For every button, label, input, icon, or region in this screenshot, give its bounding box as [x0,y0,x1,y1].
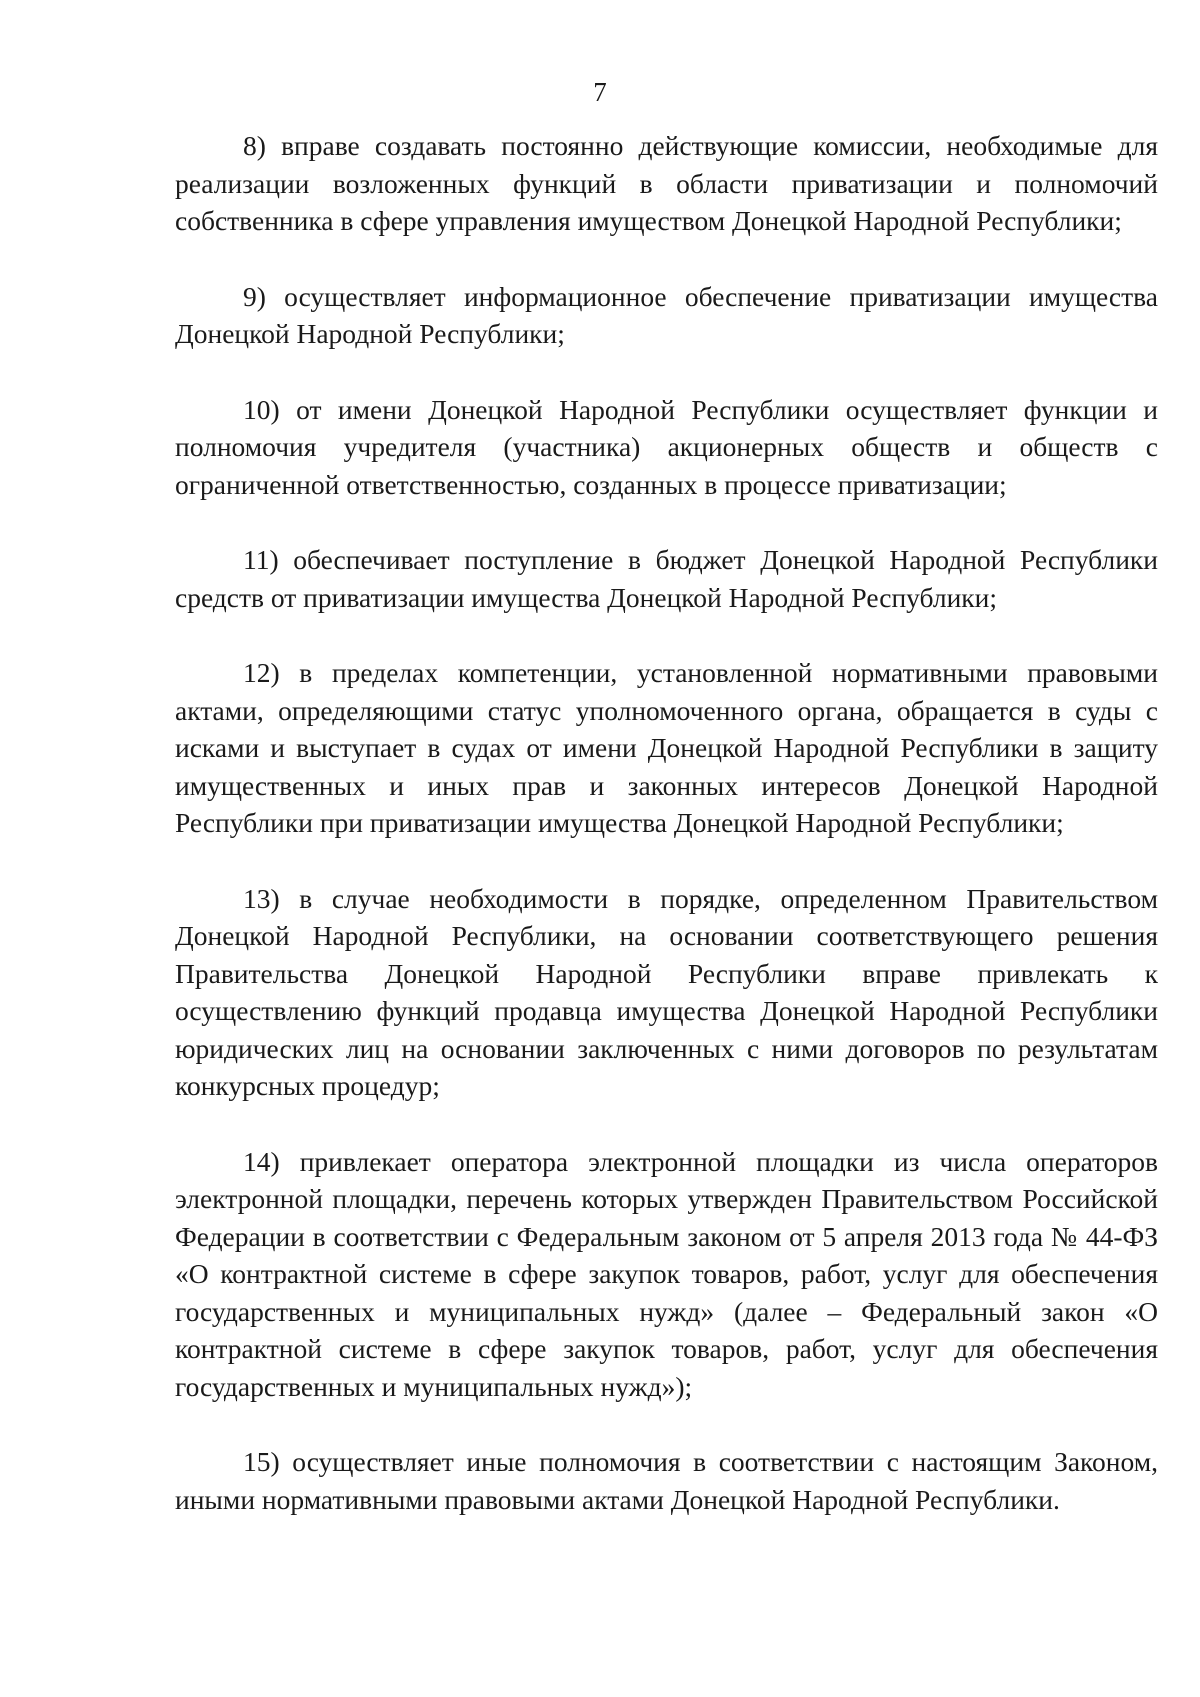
paragraph-item-9: 9) осуществляет информационное обеспечение приватизации имущества Донецкой Народной Республики; [175,280,1158,349]
paragraph-item-11: 11) обеспечивает поступление в бюджет Донецкой Народной Республики средств от приватизации имущества Донецкой Народной Республики; [175,544,1158,613]
paragraph-item-15: 15) осуществляет иные полномочия в соответствии с настоящим Законом, иными нормативными правовыми актами Донецкой Народной Республики. [175,1446,1158,1515]
paragraph-item-13: 13) в случае необходимости в порядке, определенном Правительством Донецкой Народной Республики, на основании соответствующего решения Правительства Донецкой Народной Республики вправе привлекать к осуществлению функций продавца имущества Донецкой Народной Республики юридических лиц на основании заключенных с ними договоров по результатам конкурсных процедур; [175,882,1158,1101]
document-body [175,127,1158,1556]
paragraph-item-14: 14) привлекает оператора электронной площадки из числа операторов электронной площадки, перечень которых утвержден Правительством Российской Федерации в соответствии с Федеральным законом от 5 апреля 2013 года № 44-ФЗ «О контрактной системе в сфере закупок товаров, работ, услуг для обеспечения государственных и муниципальных нужд» (далее – Федеральный закон «О контрактной системе в сфере закупок товаров, работ, услуг для обеспечения государственных и муниципальных нужд»); [175,1145,1158,1402]
page-number: 7 [593,77,607,107]
paragraph-item-12: 12) в пределах компетенции, установленной нормативными правовыми актами, определяющими статус уполномоченного органа, обращается в суды с исками и выступает в судах от имени Донецкой Народной Республики в защиту имущественных и иных прав и законных интересов Донецкой Народной Республики при приватизации имущества Донецкой Народной Республики; [175,657,1158,838]
paragraph-item-10: 10) от имени Донецкой Народной Республики осуществляет функции и полномочия учредителя (участника) акционерных обществ и обществ с ограниченной ответственностью, созданных в процессе приватизации; [175,393,1158,500]
paragraph-item-8: 8) вправе создавать постоянно действующие комиссии, необходимые для реализации возложенных функций в области приватизации и полномочий собственника в сфере управления имуществом Донецкой Народной Республики; [175,130,1158,236]
